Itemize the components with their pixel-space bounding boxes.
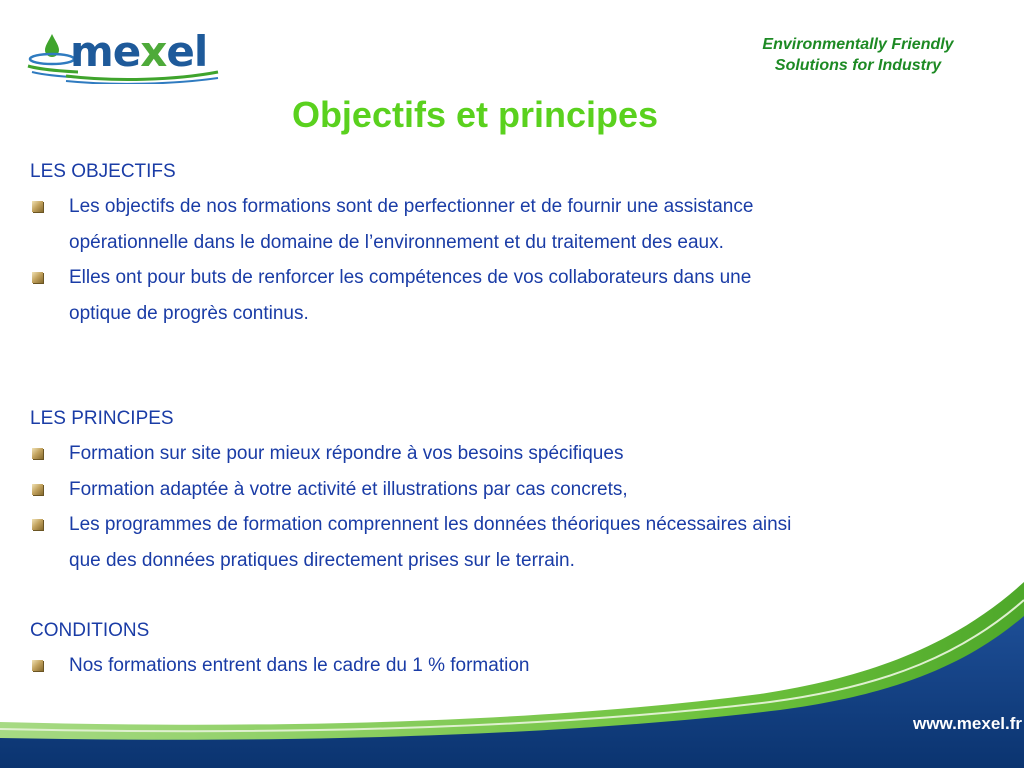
- tagline-line-1: Environmentally Friendly: [762, 36, 954, 53]
- bullet-list-objectifs: [30, 189, 970, 331]
- bullet-line: Formation sur site pour mieux répondre à vos besoins spécifiques: [69, 443, 624, 464]
- bullet-item: [30, 436, 970, 472]
- section-heading-principes: LES PRINCIPES: [30, 408, 174, 429]
- gold-square-bullet-icon: [32, 519, 43, 530]
- bullet-line: opérationnelle dans le domaine de l’environnement et du traitement des eaux.: [69, 231, 724, 253]
- bullet-line: Nos formations entrent dans le cadre du 1 % formation: [69, 655, 530, 676]
- bullet-item: [30, 507, 970, 578]
- bullet-item: [30, 189, 970, 260]
- bullet-item: [30, 648, 970, 684]
- logo-swoosh: [26, 28, 222, 84]
- bullet-line: Les objectifs de nos formations sont de perfectionner et de fournir une assistance: [69, 196, 754, 217]
- gold-square-bullet-icon: [32, 201, 43, 212]
- section-heading-objectifs: LES OBJECTIFS: [30, 161, 176, 182]
- gold-square-bullet-icon: [32, 448, 43, 459]
- tagline: [728, 34, 988, 76]
- gold-square-bullet-icon: [32, 660, 43, 671]
- bullet-list-conditions: [30, 648, 970, 684]
- gold-square-bullet-icon: [32, 272, 43, 283]
- gold-square-bullet-icon: [32, 484, 43, 495]
- bullet-line: Les programmes de formation comprennent les données théoriques nécessaires ainsi: [69, 514, 792, 535]
- slide-content: [30, 154, 970, 684]
- bullet-item: [30, 260, 970, 331]
- bullet-line: Formation adaptée à votre activité et illustrations par cas concrets,: [69, 478, 628, 500]
- tagline-line-2: Solutions for Industry: [774, 57, 942, 74]
- slide-title: Objectifs et principes: [291, 94, 659, 135]
- footer-url[interactable]: www.mexel.fr: [913, 714, 1022, 733]
- bullet-list-principes: [30, 436, 970, 578]
- logo-wordmark: mexel: [70, 27, 208, 76]
- mexel-logo: [26, 28, 222, 84]
- bullet-line: Elles ont pour buts de renforcer les compétences de vos collaborateurs dans une: [69, 267, 752, 288]
- bullet-line: que des données pratiques directement prises sur le terrain.: [69, 549, 575, 571]
- bullet-line: optique de progrès continus.: [69, 302, 309, 324]
- section-heading-conditions: CONDITIONS: [30, 620, 150, 641]
- bullet-item: [30, 472, 970, 508]
